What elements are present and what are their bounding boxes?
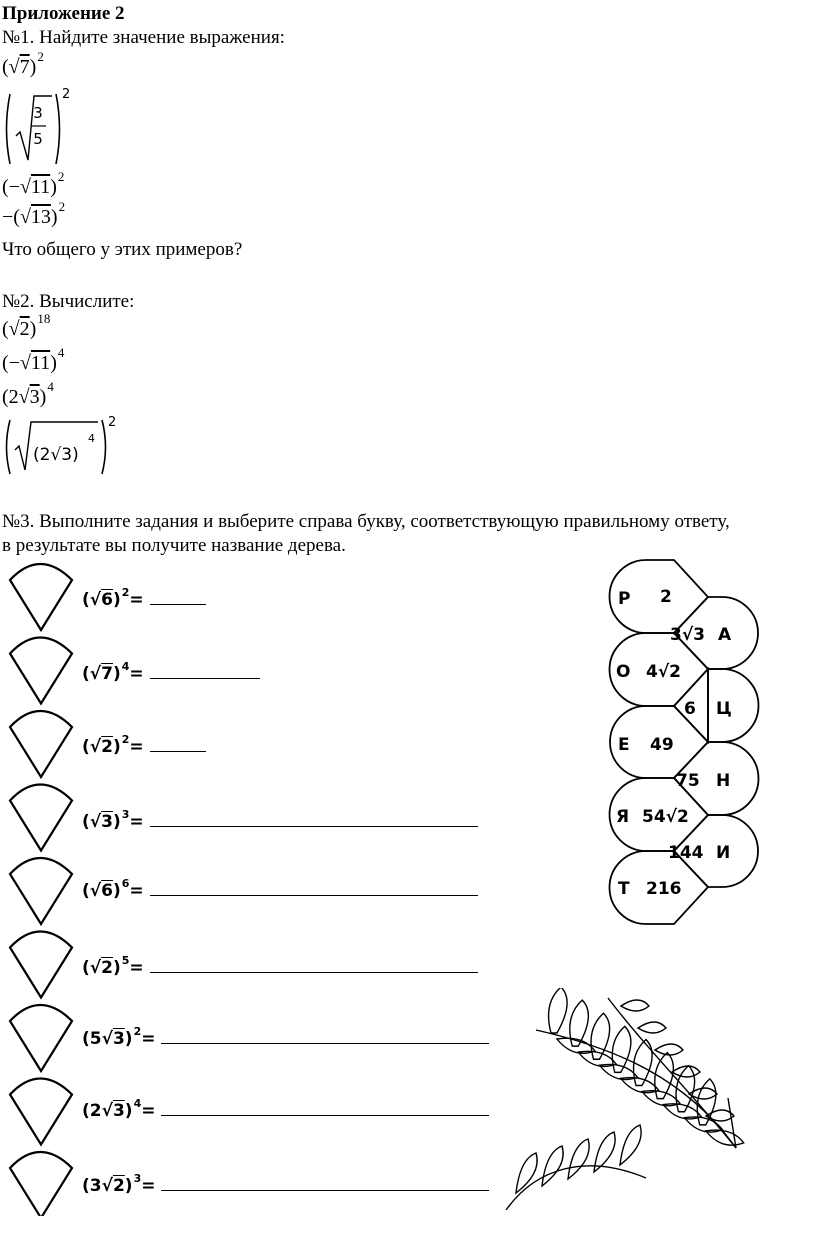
task1-expr-3: $(-√11)^2$ [2, 169, 65, 198]
task2-expr-4 [2, 414, 122, 485]
key-letter: Н [716, 771, 731, 791]
task2-expr-1: $(√2)^{18}$ [2, 311, 51, 340]
key-letter: И [716, 843, 731, 863]
task1-expr-2 [2, 86, 82, 177]
leaf-stroke [549, 988, 568, 1033]
fraction-numerator: 3 [33, 104, 43, 122]
answer-cone[interactable] [10, 1152, 72, 1216]
leaf-stroke [608, 998, 736, 1148]
sqrt-fraction-expression [2, 86, 82, 172]
fraction-denominator: 5 [33, 130, 43, 148]
radicand: (2√3) [33, 445, 79, 465]
worksheet-row-6: $(√2)^5=$ [82, 958, 478, 978]
leaf-stroke [638, 1022, 666, 1033]
answer-cone[interactable] [10, 638, 72, 704]
key-value: 3√3 [670, 625, 705, 645]
answer-line[interactable] [161, 1042, 489, 1044]
worksheet-row-8: $(2√3)^4=$ [82, 1101, 489, 1121]
task3-title-line2: в результате вы получите название дерева. [2, 535, 346, 556]
key-letter: Е [618, 735, 630, 755]
exponent: 2 [62, 87, 71, 102]
rowan-branch-illustration [496, 988, 816, 1210]
key-letter: Р [618, 589, 631, 609]
answer-cone[interactable] [10, 932, 72, 998]
appendix-title: Приложение 2 [2, 3, 125, 24]
task2-expr-3: $(2√3)^4$ [2, 379, 54, 408]
key-value: 2 [660, 587, 672, 607]
answer-line[interactable] [161, 1189, 489, 1191]
task2-expr-2: $(-√11)^4$ [2, 345, 65, 374]
leaf-stroke [655, 1044, 683, 1055]
worksheet-row-9: $(3√2)^3=$ [82, 1176, 489, 1196]
key-value: 6 [684, 699, 696, 719]
answer-line[interactable] [150, 825, 478, 827]
task3-title: №3. Выполните задания и выберите справа букву, соответствующую правильному ответу, [2, 511, 730, 532]
worksheet-row-1: $(√6)^2=$ [82, 590, 206, 610]
task1-title: №1. Найдите значение выражения: [2, 27, 285, 48]
leaf-stroke [620, 1125, 641, 1165]
key-value: 4√2 [646, 662, 681, 682]
exponent: 2 [108, 415, 117, 430]
leaf-stroke [542, 1146, 563, 1186]
leaf-stroke [568, 1139, 589, 1179]
worksheet-row-3: $(√2)^2=$ [82, 737, 206, 757]
key-value: 54√2 [642, 807, 689, 827]
key-value: 216 [646, 879, 682, 899]
answer-cone[interactable] [10, 1005, 72, 1071]
key-value: 144 [668, 843, 704, 863]
worksheet-row-7: $(5√3)^2=$ [82, 1029, 489, 1049]
answer-line[interactable] [150, 677, 260, 679]
task2-title: №2. Вычислите: [2, 291, 135, 312]
answer-cone[interactable] [10, 564, 72, 630]
answer-key-diagram [606, 556, 766, 928]
answer-cone[interactable] [10, 1079, 72, 1145]
task1-question: Что общего у этих примеров? [2, 239, 243, 260]
key-letter: Я [616, 807, 630, 827]
worksheet-row-2: $(√7)^4=$ [82, 664, 260, 684]
answer-line[interactable] [150, 750, 206, 752]
answer-cone[interactable] [10, 785, 72, 851]
worksheet-row-5: $(√6)^6=$ [82, 881, 478, 901]
answer-cone[interactable] [10, 858, 72, 924]
answer-line[interactable] [161, 1114, 489, 1116]
answer-cone-chain [0, 556, 80, 1216]
answer-line[interactable] [150, 971, 478, 973]
task1-expr-1: $(√7)^2$ [2, 49, 44, 78]
leaf-stroke [621, 1000, 649, 1011]
answer-line[interactable] [150, 603, 206, 605]
worksheet-row-4: $(√3)^3=$ [82, 812, 478, 832]
answer-line[interactable] [150, 894, 478, 896]
radicand-exponent: 4 [88, 432, 95, 445]
key-letter: А [718, 625, 732, 645]
key-value: 49 [650, 735, 674, 755]
sqrt-power-expression [2, 414, 122, 480]
key-letter: Т [618, 879, 630, 899]
key-value: 75 [676, 771, 700, 791]
task1-expr-4: $-(√13)^2$ [2, 199, 66, 228]
answer-cone[interactable] [10, 711, 72, 777]
key-letter: О [616, 662, 631, 682]
key-letter: Ц [716, 699, 732, 719]
